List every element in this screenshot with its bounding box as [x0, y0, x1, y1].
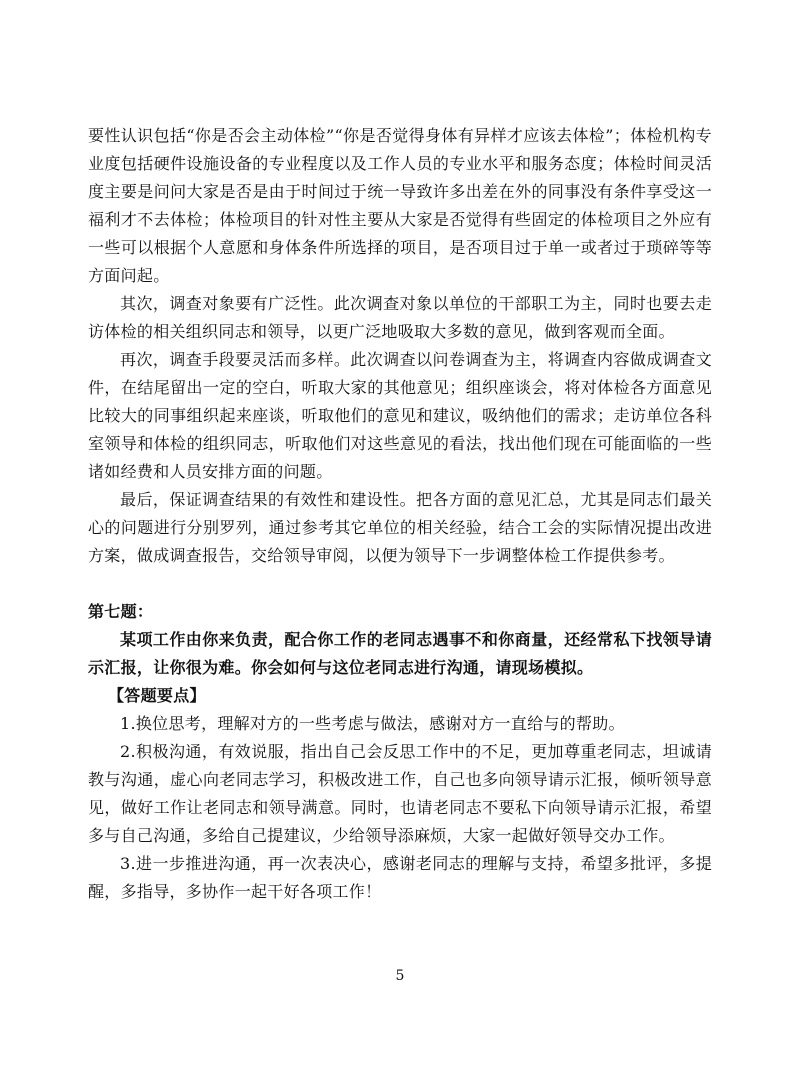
paragraph-second: 其次，调查对象要有广泛性。此次调查对象以单位的干部职工为主，同时也要去走访体检的相关组织同志和领导，以更广泛地吸取大多数的意见，做到客观而全面。: [88, 294, 712, 341]
paragraph-fourth: 最后，保证调查结果的有效性和建设性。把各方面的意见汇总，尤其是同志们最关心的问题进行分别罗列，通过参考其它单位的相关经验，结合工会的实际情况提出改进方案，做成调查报告，交给领导审阅，以便为领导下一步调整体检工作提供参考。: [88, 490, 712, 565]
page-number: 5: [395, 968, 405, 984]
paragraph-intro: 要性认识包括“你是否会主动体检”“你是否觉得身体有异样才应该去体检”；体检机构专业度包括硬件设施设备的专业程度以及工作人员的专业水平和服务态度；体检时间灵活度主要是问问大家是否是由于时间过于统一导致许多出差在外的同事没有条件享受这一福利才不去体检；体检项目的针对性主要从大家是否觉得有些固定的体检项目之外应有一些可以根据个人意愿和身体条件所选择的项目，是否项目过于单一或者过于琐碎等等方面问起。: [88, 126, 712, 285]
paragraph-third: 再次，调查手段要灵活而多样。此次调查以问卷调查为主，将调查内容做成调查文件，在结尾留出一定的空白，听取大家的其他意见；组织座谈会，将对体检各方面意见比较大的同事组织起来座谈，听取他们的意见和建议，吸纳他们的需求；走访单位各科室领导和体检的组织同志，听取他们对这些意见的看法，找出他们现在可能面临的一些诸如经费和人员安排方面的问题。: [88, 350, 712, 481]
answer-point-1: 1.换位思考，理解对方的一些考虑与做法，感谢对方一直给与的帮助。: [120, 714, 625, 733]
answer-point-3: 3.进一步推进沟通，再一次表决心，感谢老同志的理解与支持，希望多批评，多提醒，多指导，多协作一起干好各项工作！: [88, 854, 712, 901]
answer-point-2: 2.积极沟通，有效说服，指出自己会反思工作中的不足，更加尊重老同志，坦诚请教与沟通，虚心向老同志学习，积极改进工作，自己也多向领导请示汇报，倾听领导意见，做好工作让老同志和领导满意。同时，也请老同志不要私下向领导请示汇报，希望多与自己沟通，多给自己提建议，少给领导添麻烦，大家一起做好领导交办工作。: [88, 742, 712, 845]
question-text: 某项工作由你来负责，配合你工作的老同志遇事不和你商量，还经常私下找领导请示汇报，让你很为难。你会如何与这位老同志进行沟通，请现场模拟。: [88, 630, 712, 677]
question-heading: 第七题：: [88, 602, 154, 621]
answer-heading: 【答题要点】: [108, 686, 206, 705]
